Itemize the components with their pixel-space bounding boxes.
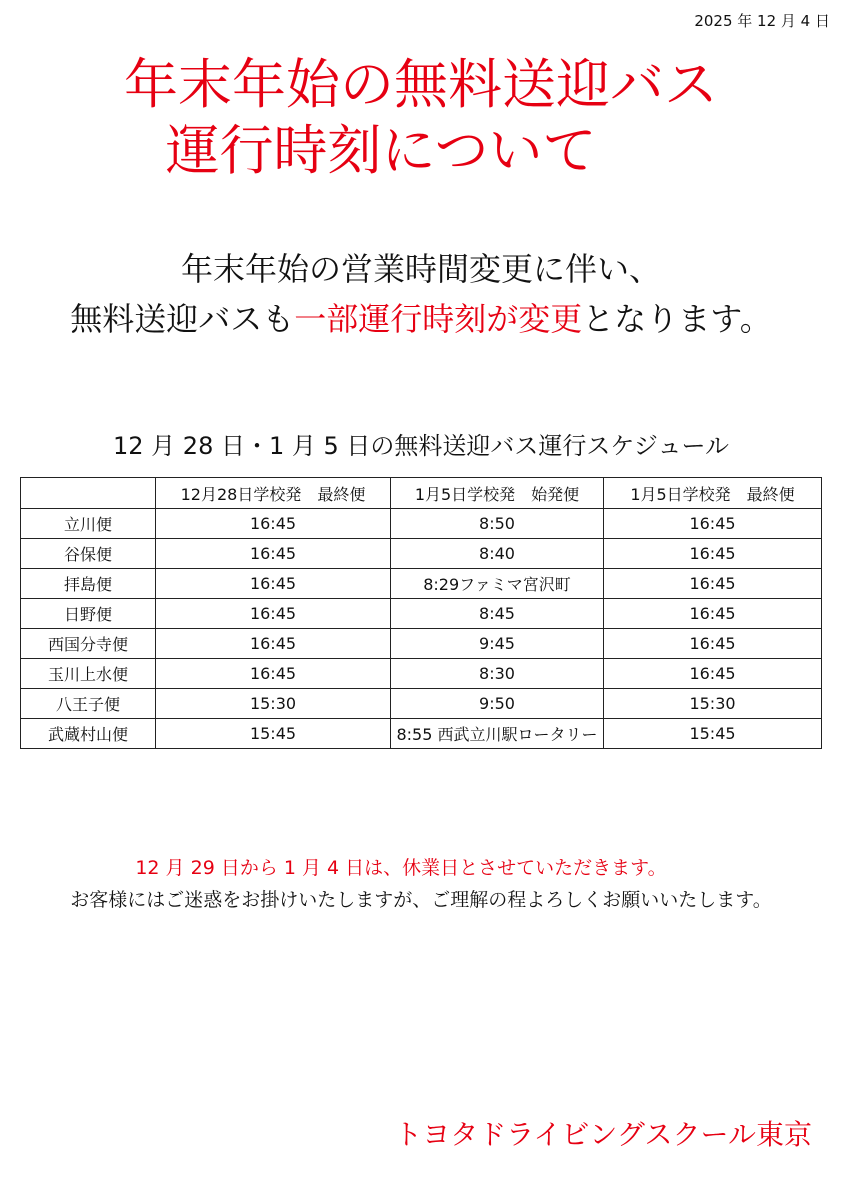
schedule-title: 12 月 28 日・1 月 5 日の無料送迎バス運行スケジュール — [113, 432, 729, 460]
company-name: トヨタドライビングスクール東京 — [394, 1118, 812, 1151]
departure-time: 8:29ファミマ宮沢町 — [391, 569, 604, 599]
lead-text-post: となります。 — [582, 300, 772, 338]
route-name: 日野便 — [21, 599, 156, 629]
route-name: 拝島便 — [21, 569, 156, 599]
departure-time: 15:30 — [156, 689, 391, 719]
departure-time: 16:45 — [156, 539, 391, 569]
title-line-2: 運行時刻について — [165, 119, 597, 182]
page-title — [0, 52, 842, 184]
departure-time: 16:45 — [604, 599, 822, 629]
departure-time: 8:40 — [391, 539, 604, 569]
table-row — [21, 659, 822, 689]
departure-time: 16:45 — [156, 599, 391, 629]
column-header: 1月5日学校発 最終便 — [604, 478, 822, 509]
departure-time: 16:45 — [604, 509, 822, 539]
table-row — [21, 689, 822, 719]
lead-line-2 — [0, 294, 842, 344]
table-row — [21, 629, 822, 659]
departure-time: 9:45 — [391, 629, 604, 659]
column-header: 1月5日学校発 始発便 — [391, 478, 604, 509]
notice — [0, 852, 842, 916]
departure-time: 16:45 — [156, 509, 391, 539]
column-header — [21, 478, 156, 509]
departure-time: 16:45 — [156, 569, 391, 599]
column-header: 12月28日学校発 最終便 — [156, 478, 391, 509]
departure-time: 8:45 — [391, 599, 604, 629]
departure-time: 16:45 — [604, 569, 822, 599]
departure-time: 16:45 — [156, 659, 391, 689]
table-row — [21, 539, 822, 569]
route-name: 武蔵村山便 — [21, 719, 156, 749]
lead-line-1: 年末年始の営業時間変更に伴い、 — [180, 250, 661, 288]
departure-time: 8:30 — [391, 659, 604, 689]
table-row — [21, 509, 822, 539]
notice-apology: お客様にはご迷惑をお掛けいたしますが、ご理解の程よろしくお願いいたします。 — [70, 889, 772, 911]
departure-time: 15:45 — [604, 719, 822, 749]
table-row — [21, 569, 822, 599]
departure-time: 16:45 — [604, 659, 822, 689]
departure-time: 8:50 — [391, 509, 604, 539]
table-header-row — [21, 478, 822, 509]
title-line-1: 年末年始の無料送迎バス — [124, 53, 718, 116]
departure-time: 15:30 — [604, 689, 822, 719]
departure-time: 16:45 — [604, 539, 822, 569]
lead-text-highlight: 一部運行時刻が変更 — [294, 300, 583, 338]
route-name: 玉川上水便 — [21, 659, 156, 689]
table-row — [21, 719, 822, 749]
route-name: 八王子便 — [21, 689, 156, 719]
departure-time: 8:55 西武立川駅ロータリー — [391, 719, 604, 749]
notice-closure: 12 月 29 日から 1 月 4 日は、休業日とさせていただきます。 — [135, 857, 667, 879]
lead-text — [0, 244, 842, 344]
departure-time: 16:45 — [604, 629, 822, 659]
route-name: 西国分寺便 — [21, 629, 156, 659]
document-date: 2025 年 12 月 4 日 — [694, 12, 830, 30]
route-name: 立川便 — [21, 509, 156, 539]
departure-time: 9:50 — [391, 689, 604, 719]
departure-time: 15:45 — [156, 719, 391, 749]
route-name: 谷保便 — [21, 539, 156, 569]
schedule-table — [20, 477, 822, 749]
lead-text-pre: 無料送迎バスも — [70, 300, 295, 338]
table-row — [21, 599, 822, 629]
departure-time: 16:45 — [156, 629, 391, 659]
